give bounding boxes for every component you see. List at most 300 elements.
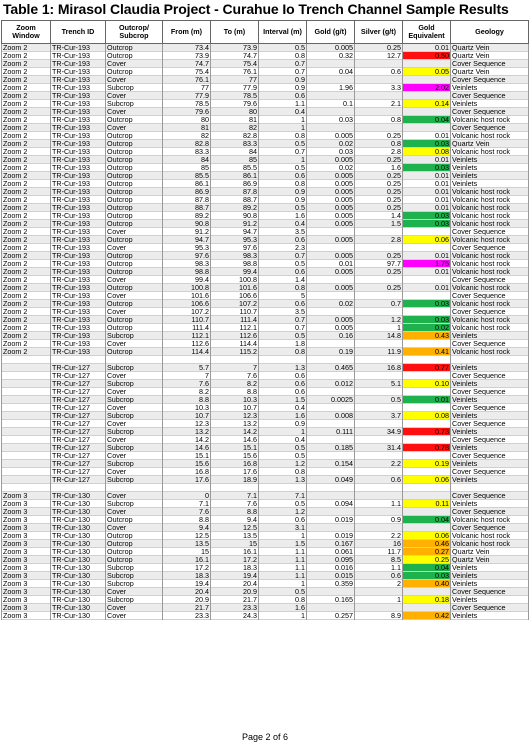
cell-to: 18.3 (211, 564, 259, 572)
table-row (2, 556, 529, 564)
cell-interval (259, 356, 307, 364)
cell-interval: 0.4 (259, 220, 307, 228)
cell-interval: 1 (259, 580, 307, 588)
cell-trench-id: TR-Cur-127 (51, 388, 106, 396)
cell-interval: 0.9 (259, 196, 307, 204)
cell-outcrop-subcrop: Subcrop (106, 84, 163, 92)
cell-to: 112.1 (211, 324, 259, 332)
cell-trench-id: TR-Cur-127 (51, 444, 106, 452)
cell-zoom-window: Zoom 2 (2, 132, 51, 140)
cell-gold-equivalent: 0.03 (403, 164, 451, 172)
cell-silver: 2.2 (355, 532, 403, 540)
cell-trench-id: TR-Cur-130 (51, 516, 106, 524)
cell-to: 13.5 (211, 532, 259, 540)
cell-zoom-window: Zoom 2 (2, 188, 51, 196)
cell-gold-equivalent (403, 524, 451, 532)
cell-interval (259, 484, 307, 492)
cell-outcrop-subcrop: Cover (106, 604, 163, 612)
cell-trench-id: TR-Cur-193 (51, 124, 106, 132)
cell-interval: 3.5 (259, 308, 307, 316)
cell-gold-equivalent: 0.50 (403, 52, 451, 60)
cell-silver: 0.5 (355, 396, 403, 404)
cell-interval: 1.5 (259, 396, 307, 404)
table-row (2, 252, 529, 260)
cell-from: 15 (163, 548, 211, 556)
cell-silver (355, 604, 403, 612)
table-row (2, 292, 529, 300)
cell-gold-equivalent (403, 308, 451, 316)
cell-interval: 1.3 (259, 476, 307, 484)
cell-outcrop-subcrop: Cover (106, 452, 163, 460)
cell-gold (307, 436, 355, 444)
header-trench-id: Trench ID (51, 21, 106, 44)
cell-from: 114.4 (163, 348, 211, 356)
cell-outcrop-subcrop: Outcrop (106, 260, 163, 268)
cell-trench-id: TR-Cur-130 (51, 508, 106, 516)
cell-geology: Volcanic host rock (451, 348, 529, 356)
cell-geology: Quartz Vein (451, 68, 529, 76)
cell-trench-id: TR-Cur-193 (51, 68, 106, 76)
cell-outcrop-subcrop: Outcrop (106, 348, 163, 356)
page-title: Table 1: Mirasol Claudia Project - Curahue Io Trench Channel Sample Results (3, 1, 509, 17)
cell-interval: 1.2 (259, 508, 307, 516)
cell-to: 77 (211, 76, 259, 84)
cell-outcrop-subcrop: Subcrop (106, 396, 163, 404)
cell-trench-id: TR-Cur-130 (51, 588, 106, 596)
cell-interval: 0.8 (259, 132, 307, 140)
cell-to: 86.1 (211, 172, 259, 180)
cell-gold-equivalent (403, 436, 451, 444)
cell-geology: Cover Sequence (451, 388, 529, 396)
cell-to: 8.2 (211, 380, 259, 388)
table-row (2, 540, 529, 548)
cell-interval: 0.8 (259, 180, 307, 188)
cell-gold-equivalent: 0.25 (403, 556, 451, 564)
cell-gold-equivalent: 0.73 (403, 428, 451, 436)
cell-from: 74.7 (163, 60, 211, 68)
cell-geology: Cover Sequence (451, 76, 529, 84)
cell-interval: 1.4 (259, 276, 307, 284)
cell-geology: Volcanic host rock (451, 268, 529, 276)
cell-gold: 0.005 (307, 156, 355, 164)
cell-outcrop-subcrop: Cover (106, 228, 163, 236)
cell-from: 100.8 (163, 284, 211, 292)
cell-outcrop-subcrop: Subcrop (106, 500, 163, 508)
cell-from: 13.5 (163, 540, 211, 548)
cell-interval: 1.1 (259, 556, 307, 564)
cell-trench-id: TR-Cur-193 (51, 340, 106, 348)
header-geology: Geology (451, 21, 529, 44)
cell-interval: 0.6 (259, 380, 307, 388)
cell-gold-equivalent (403, 492, 451, 500)
cell-gold-equivalent: 0.01 (403, 252, 451, 260)
table-row (2, 572, 529, 580)
cell-gold-equivalent (403, 124, 451, 132)
cell-silver: 0.25 (355, 180, 403, 188)
cell-outcrop-subcrop: Cover (106, 372, 163, 380)
cell-gold-equivalent: 0.42 (403, 612, 451, 620)
cell-from: 84 (163, 156, 211, 164)
cell-trench-id: TR-Cur-127 (51, 460, 106, 468)
cell-silver: 0.6 (355, 572, 403, 580)
table-row (2, 356, 529, 364)
cell-geology: Veinlets (451, 396, 529, 404)
cell-outcrop-subcrop: Cover (106, 436, 163, 444)
table-row (2, 92, 529, 100)
cell-trench-id: TR-Cur-193 (51, 228, 106, 236)
cell-trench-id: TR-Cur-193 (51, 180, 106, 188)
cell-gold-equivalent: 0.03 (403, 572, 451, 580)
cell-geology: Cover Sequence (451, 340, 529, 348)
cell-outcrop-subcrop: Cover (106, 388, 163, 396)
table-row (2, 516, 529, 524)
cell-outcrop-subcrop: Subcrop (106, 412, 163, 420)
cell-trench-id: TR-Cur-193 (51, 212, 106, 220)
cell-zoom-window: Zoom 3 (2, 508, 51, 516)
cell-from (163, 356, 211, 364)
cell-gold: 0.005 (307, 196, 355, 204)
cell-from: 12.5 (163, 532, 211, 540)
cell-gold (307, 60, 355, 68)
table-row (2, 276, 529, 284)
cell-geology: Veinlets (451, 332, 529, 340)
cell-silver: 3.3 (355, 84, 403, 92)
cell-gold-equivalent: 0.01 (403, 204, 451, 212)
cell-gold (307, 484, 355, 492)
cell-trench-id: TR-Cur-193 (51, 116, 106, 124)
table-row (2, 180, 529, 188)
cell-zoom-window: Zoom 2 (2, 220, 51, 228)
cell-silver: 5.1 (355, 380, 403, 388)
cell-silver: 2.2 (355, 460, 403, 468)
cell-to: 10.7 (211, 404, 259, 412)
cell-silver: 8.5 (355, 556, 403, 564)
cell-zoom-window: Zoom 3 (2, 492, 51, 500)
cell-from: 86.1 (163, 180, 211, 188)
cell-outcrop-subcrop: Subcrop (106, 580, 163, 588)
cell-to: 114.4 (211, 340, 259, 348)
cell-outcrop-subcrop: Outcrop (106, 236, 163, 244)
cell-gold: 0.01 (307, 260, 355, 268)
cell-trench-id: TR-Cur-193 (51, 276, 106, 284)
table-row (2, 604, 529, 612)
cell-outcrop-subcrop: Outcrop (106, 316, 163, 324)
header-interval: Interval (m) (259, 21, 307, 44)
cell-gold-equivalent (403, 340, 451, 348)
cell-gold: 0.257 (307, 612, 355, 620)
cell-outcrop-subcrop: Subcrop (106, 460, 163, 468)
cell-from: 82 (163, 132, 211, 140)
cell-interval: 0.5 (259, 452, 307, 460)
cell-from: 87.8 (163, 196, 211, 204)
cell-gold: 0.015 (307, 572, 355, 580)
cell-gold: 0.359 (307, 580, 355, 588)
cell-outcrop-subcrop: Subcrop (106, 476, 163, 484)
cell-outcrop-subcrop: Subcrop (106, 572, 163, 580)
cell-from: 7.6 (163, 508, 211, 516)
cell-silver (355, 356, 403, 364)
cell-outcrop-subcrop: Subcrop (106, 332, 163, 340)
cell-to: 75.4 (211, 60, 259, 68)
table-row (2, 220, 529, 228)
cell-zoom-window: Zoom 3 (2, 524, 51, 532)
cell-geology: Cover Sequence (451, 308, 529, 316)
cell-gold: 0.32 (307, 52, 355, 60)
cell-from: 98.3 (163, 260, 211, 268)
cell-gold-equivalent: 0.01 (403, 284, 451, 292)
cell-zoom-window: Zoom 2 (2, 172, 51, 180)
cell-gold (307, 124, 355, 132)
cell-trench-id: TR-Cur-127 (51, 420, 106, 428)
cell-silver: 0.25 (355, 268, 403, 276)
cell-zoom-window (2, 484, 51, 492)
table-row (2, 508, 529, 516)
table-row (2, 364, 529, 372)
cell-silver (355, 436, 403, 444)
cell-gold: 0.005 (307, 220, 355, 228)
cell-gold: 0.049 (307, 476, 355, 484)
cell-from: 7 (163, 372, 211, 380)
cell-from: 21.7 (163, 604, 211, 612)
cell-trench-id: TR-Cur-130 (51, 548, 106, 556)
table-row (2, 116, 529, 124)
cell-gold-equivalent: 0.27 (403, 548, 451, 556)
cell-interval: 1 (259, 532, 307, 540)
cell-gold: 0.005 (307, 172, 355, 180)
cell-gold: 0.008 (307, 412, 355, 420)
cell-gold-equivalent (403, 276, 451, 284)
cell-interval: 1.1 (259, 100, 307, 108)
cell-silver (355, 340, 403, 348)
cell-to: 87.8 (211, 188, 259, 196)
cell-gold (307, 76, 355, 84)
cell-from: 9.4 (163, 524, 211, 532)
cell-outcrop-subcrop: Outcrop (106, 516, 163, 524)
cell-from: 86.9 (163, 188, 211, 196)
table-row (2, 340, 529, 348)
cell-gold-equivalent: 0.03 (403, 212, 451, 220)
cell-outcrop-subcrop: Cover (106, 108, 163, 116)
cell-geology: Cover Sequence (451, 420, 529, 428)
cell-interval: 0.8 (259, 348, 307, 356)
cell-interval: 1.6 (259, 212, 307, 220)
cell-zoom-window: Zoom 2 (2, 180, 51, 188)
cell-outcrop-subcrop: Outcrop (106, 556, 163, 564)
cell-gold: 0.016 (307, 564, 355, 572)
cell-to: 15.1 (211, 444, 259, 452)
cell-zoom-window: Zoom 3 (2, 580, 51, 588)
cell-trench-id (51, 484, 106, 492)
cell-geology: Volcanic host rock (451, 132, 529, 140)
cell-outcrop-subcrop: Outcrop (106, 548, 163, 556)
cell-zoom-window: Zoom 2 (2, 84, 51, 92)
cell-to: 10.3 (211, 396, 259, 404)
cell-trench-id: TR-Cur-193 (51, 92, 106, 100)
cell-interval: 7.1 (259, 492, 307, 500)
cell-silver: 3.7 (355, 412, 403, 420)
table-row (2, 284, 529, 292)
table-row (2, 236, 529, 244)
cell-outcrop-subcrop: Outcrop (106, 324, 163, 332)
cell-outcrop-subcrop: Outcrop (106, 252, 163, 260)
cell-gold-equivalent: 0.40 (403, 580, 451, 588)
cell-geology: Cover Sequence (451, 108, 529, 116)
cell-silver (355, 108, 403, 116)
cell-outcrop-subcrop: Cover (106, 612, 163, 620)
cell-trench-id: TR-Cur-127 (51, 372, 106, 380)
cell-zoom-window: Zoom 2 (2, 76, 51, 84)
cell-silver (355, 524, 403, 532)
cell-outcrop-subcrop: Subcrop (106, 428, 163, 436)
cell-gold-equivalent: 0.77 (403, 364, 451, 372)
cell-zoom-window: Zoom 2 (2, 68, 51, 76)
cell-geology: Volcanic host rock (451, 148, 529, 156)
cell-trench-id: TR-Cur-193 (51, 60, 106, 68)
cell-from: 5.7 (163, 364, 211, 372)
cell-trench-id: TR-Cur-193 (51, 100, 106, 108)
cell-trench-id: TR-Cur-127 (51, 428, 106, 436)
cell-to: 19.4 (211, 572, 259, 580)
cell-to: 7.6 (211, 372, 259, 380)
cell-gold (307, 356, 355, 364)
cell-to: 94.7 (211, 228, 259, 236)
cell-zoom-window: Zoom 2 (2, 244, 51, 252)
cell-geology: Volcanic host rock (451, 204, 529, 212)
cell-from: 88.7 (163, 204, 211, 212)
cell-zoom-window (2, 396, 51, 404)
cell-gold: 0.02 (307, 164, 355, 172)
cell-zoom-window: Zoom 2 (2, 284, 51, 292)
table-row (2, 60, 529, 68)
cell-trench-id: TR-Cur-193 (51, 332, 106, 340)
cell-gold-equivalent (403, 420, 451, 428)
table-row (2, 596, 529, 604)
cell-interval: 0.7 (259, 148, 307, 156)
header-to: To (m) (211, 21, 259, 44)
cell-from: 112.6 (163, 340, 211, 348)
cell-silver (355, 92, 403, 100)
cell-gold-equivalent (403, 356, 451, 364)
table-row (2, 460, 529, 468)
cell-from: 85 (163, 164, 211, 172)
cell-gold-equivalent (403, 60, 451, 68)
cell-zoom-window: Zoom 3 (2, 596, 51, 604)
cell-zoom-window (2, 436, 51, 444)
cell-gold (307, 452, 355, 460)
cell-gold (307, 108, 355, 116)
cell-geology: Cover Sequence (451, 60, 529, 68)
cell-gold: 0.111 (307, 428, 355, 436)
cell-to: 88.7 (211, 196, 259, 204)
cell-trench-id: TR-Cur-193 (51, 76, 106, 84)
cell-geology: Veinlets (451, 500, 529, 508)
cell-interval: 0.4 (259, 404, 307, 412)
cell-to: 90.8 (211, 212, 259, 220)
cell-outcrop-subcrop: Cover (106, 92, 163, 100)
cell-geology: Cover Sequence (451, 244, 529, 252)
cell-to: 85 (211, 156, 259, 164)
cell-to (211, 484, 259, 492)
cell-from: 80 (163, 116, 211, 124)
cell-outcrop-subcrop: Cover (106, 468, 163, 476)
cell-gold: 0.094 (307, 500, 355, 508)
cell-trench-id: TR-Cur-130 (51, 532, 106, 540)
table-row (2, 132, 529, 140)
cell-gold-equivalent (403, 244, 451, 252)
table-row (2, 492, 529, 500)
cell-gold-equivalent: 0.03 (403, 140, 451, 148)
cell-silver: 1 (355, 596, 403, 604)
cell-to: 89.2 (211, 204, 259, 212)
cell-to: 80 (211, 108, 259, 116)
table-row (2, 532, 529, 540)
cell-geology: Veinlets (451, 156, 529, 164)
cell-gold: 0.005 (307, 44, 355, 52)
table-row (2, 476, 529, 484)
cell-to: 77.9 (211, 84, 259, 92)
cell-interval: 0.5 (259, 332, 307, 340)
cell-interval: 1 (259, 116, 307, 124)
cell-gold: 1.96 (307, 84, 355, 92)
table-row (2, 140, 529, 148)
cell-to: 76.1 (211, 68, 259, 76)
cell-from: 7.1 (163, 500, 211, 508)
cell-gold: 0.012 (307, 380, 355, 388)
cell-gold-equivalent: 2.02 (403, 84, 451, 92)
cell-gold: 0.005 (307, 212, 355, 220)
cell-zoom-window: Zoom 2 (2, 260, 51, 268)
cell-silver: 0.25 (355, 204, 403, 212)
cell-gold-equivalent (403, 484, 451, 492)
cell-gold (307, 492, 355, 500)
cell-zoom-window: Zoom 2 (2, 196, 51, 204)
cell-zoom-window (2, 444, 51, 452)
cell-trench-id: TR-Cur-130 (51, 564, 106, 572)
cell-geology: Volcanic host rock (451, 212, 529, 220)
cell-outcrop-subcrop: Outcrop (106, 172, 163, 180)
cell-silver: 8.9 (355, 612, 403, 620)
cell-from: 75.4 (163, 68, 211, 76)
cell-gold-equivalent: 0.78 (403, 444, 451, 452)
header-gold-equivalent: Gold Equivalent (403, 21, 451, 44)
cell-trench-id: TR-Cur-130 (51, 540, 106, 548)
cell-zoom-window: Zoom 2 (2, 164, 51, 172)
cell-geology: Cover Sequence (451, 452, 529, 460)
cell-silver: 14.8 (355, 332, 403, 340)
cell-gold (307, 276, 355, 284)
cell-zoom-window: Zoom 3 (2, 532, 51, 540)
cell-interval: 0.7 (259, 324, 307, 332)
cell-gold: 0.095 (307, 556, 355, 564)
cell-geology: Cover Sequence (451, 492, 529, 500)
cell-outcrop-subcrop: Outcrop (106, 196, 163, 204)
cell-geology: Cover Sequence (451, 124, 529, 132)
cell-to: 7 (211, 364, 259, 372)
cell-gold: 0.04 (307, 68, 355, 76)
table-row (2, 396, 529, 404)
cell-to: 79.6 (211, 100, 259, 108)
cell-outcrop-subcrop: Cover (106, 420, 163, 428)
cell-gold: 0.019 (307, 516, 355, 524)
cell-outcrop-subcrop: Subcrop (106, 364, 163, 372)
cell-interval: 0.6 (259, 372, 307, 380)
cell-gold (307, 588, 355, 596)
cell-interval: 0.5 (259, 588, 307, 596)
cell-to: 24.3 (211, 612, 259, 620)
cell-gold-equivalent (403, 228, 451, 236)
cell-gold: 0.005 (307, 204, 355, 212)
cell-to: 98.3 (211, 252, 259, 260)
